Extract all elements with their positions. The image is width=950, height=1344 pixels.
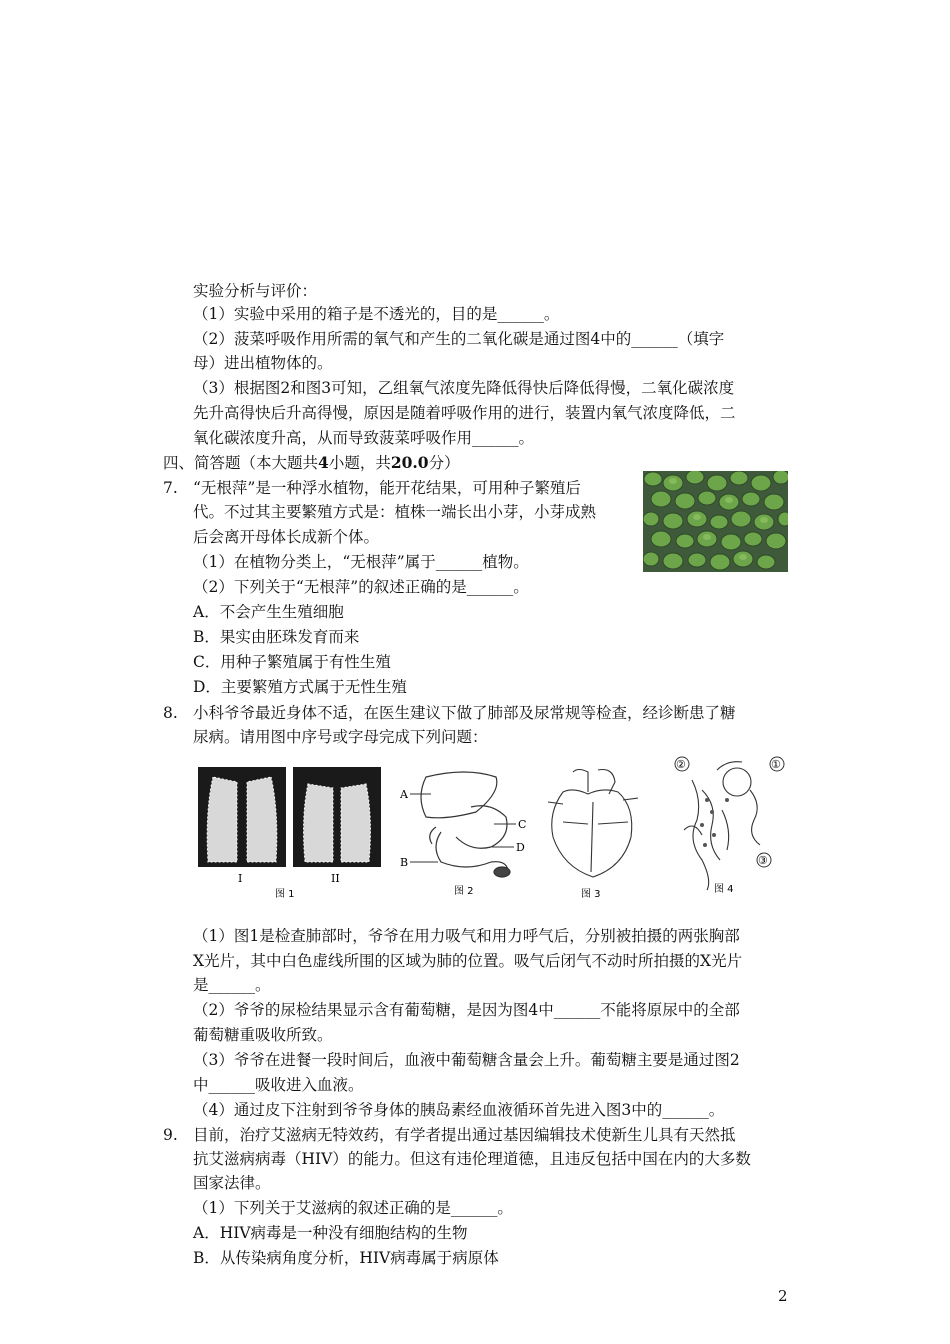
section-title-a: 四、简答题（本大题共	[163, 454, 319, 472]
figure2-label-d: D	[516, 841, 525, 854]
experiment-q2-line1: （2）菠菜呼吸作用所需的氧气和产生的二氧化碳是通过图4中的______（填字	[193, 330, 725, 348]
figure4-label-2: ②	[676, 758, 686, 771]
q7-option-a: A．不会产生生殖细胞	[193, 603, 344, 621]
section-heading	[163, 452, 460, 474]
q8-sub1-line3: 是______。	[193, 976, 271, 994]
figure1-label-i: I	[238, 872, 243, 885]
experiment-q3-line3: 氧化碳浓度升高，从而导致菠菜呼吸作用______。	[193, 429, 535, 447]
q9-line3: 国家法律。	[193, 1174, 271, 1192]
experiment-q3-line1: （3）根据图2和图3可知，乙组氧气浓度先降低得快后降低得慢，二氧化碳浓度	[193, 379, 735, 397]
q7-line3: 后会离开母体长成新个体。	[193, 528, 380, 546]
q7-line2: 代。不过其主要繁殖方式是：植株一端长出小芽，小芽成熟	[193, 503, 597, 521]
q7-option-b: B．果实由胚珠发育而来	[193, 628, 360, 646]
figure4-label-3: ③	[758, 854, 768, 867]
q9-option-a: A．HIV病毒是一种没有细胞结构的生物	[193, 1224, 468, 1242]
figure1-chest-xrays	[193, 762, 393, 902]
q9-sub1: （1）下列关于艾滋病的叙述正确的是______。	[193, 1199, 513, 1217]
figure3-heart	[543, 762, 643, 902]
figure2-digestive-system	[396, 762, 536, 902]
duckweed-photo	[643, 471, 788, 572]
q8-sub1-line1: （1）图1是检查肺部时，爷爷在用力吸气和用力呼气后，分别被拍摄的两张胸部	[193, 927, 740, 945]
experiment-q3-line2: 先升高得快后升高得慢，原因是随着呼吸作用的进行，装置内氧气浓度降低，二	[193, 404, 736, 422]
section-score: 20.0	[390, 453, 429, 472]
q7-sub2: （2）下列关于“无根萍”的叙述正确的是______。	[193, 578, 529, 596]
q8-sub4: （4）通过皮下注射到爷爷身体的胰岛素经血液循环首先进入图3中的______。	[193, 1101, 725, 1119]
experiment-q1: （1）实验中采用的箱子是不透光的，目的是______。	[193, 305, 560, 323]
q7-option-c: C．用种子繁殖属于有性生殖	[193, 653, 391, 671]
q8-sub3-line1: （3）爷爷在进餐一段时间后，血液中葡萄糖含量会上升。葡萄糖主要是通过图2	[193, 1051, 740, 1069]
section-title-b: 小题，共	[328, 454, 391, 472]
q8-sub1-line2: X光片，其中白色虚线所围的区域为肺的位置。吸气后闭气不动时所拍摄的X光片	[193, 952, 743, 970]
q8-number: 8.	[163, 704, 178, 722]
q7-number: 7.	[163, 479, 178, 497]
q9-number: 9.	[163, 1126, 178, 1144]
section-title-c: 分）	[428, 454, 460, 472]
q9-option-b: B．从传染病角度分析，HIV病毒属于病原体	[193, 1249, 499, 1267]
figure1-label-ii: II	[331, 872, 340, 885]
q8-sub3-line2: 中______吸收进入血液。	[193, 1076, 364, 1094]
figure4-nephron	[672, 750, 787, 895]
experiment-heading: 实验分析与评价：	[193, 282, 318, 300]
figure4-caption: 图 4	[714, 884, 734, 895]
q9-line1: 目前，治疗艾滋病无特效药，有学者提出通过基因编辑技术使新生儿具有天然抵	[193, 1126, 736, 1144]
q8-sub2-line2: 葡萄糖重吸收所致。	[193, 1026, 333, 1044]
q8-line2: 尿病。请用图中序号或字母完成下列问题：	[193, 728, 488, 746]
figure2-label-b: B	[400, 856, 409, 869]
experiment-q2-line2: 母）进出植物体的。	[193, 354, 333, 372]
figure3-caption: 图 3	[581, 889, 601, 900]
q9-line2: 抗艾滋病病毒（HIV）的能力。但这有违伦理道德，且违反包括中国在内的大多数	[193, 1150, 751, 1168]
q7-sub1: （1）在植物分类上，“无根萍”属于______植物。	[193, 553, 529, 571]
figure2-caption: 图 2	[454, 886, 474, 897]
q7-line1: “无根萍”是一种浮水植物，能开花结果，可用种子繁殖后	[193, 479, 581, 497]
q8-line1: 小科爷爷最近身体不适，在医生建议下做了肺部及尿常规等检查，经诊断患了糖	[193, 704, 736, 722]
q8-sub2-line1: （2）爷爷的尿检结果显示含有葡萄糖，是因为图4中______不能将原尿中的全部	[193, 1001, 740, 1019]
q7-option-d: D．主要繁殖方式属于无性生殖	[193, 678, 407, 696]
figure2-label-c: C	[518, 818, 527, 831]
figure1-caption: 图 1	[275, 889, 295, 900]
figure4-label-1: ①	[771, 758, 781, 771]
figure2-label-a: A	[400, 788, 408, 801]
section-count: 4	[318, 453, 329, 472]
page-number: 2	[778, 1287, 788, 1305]
